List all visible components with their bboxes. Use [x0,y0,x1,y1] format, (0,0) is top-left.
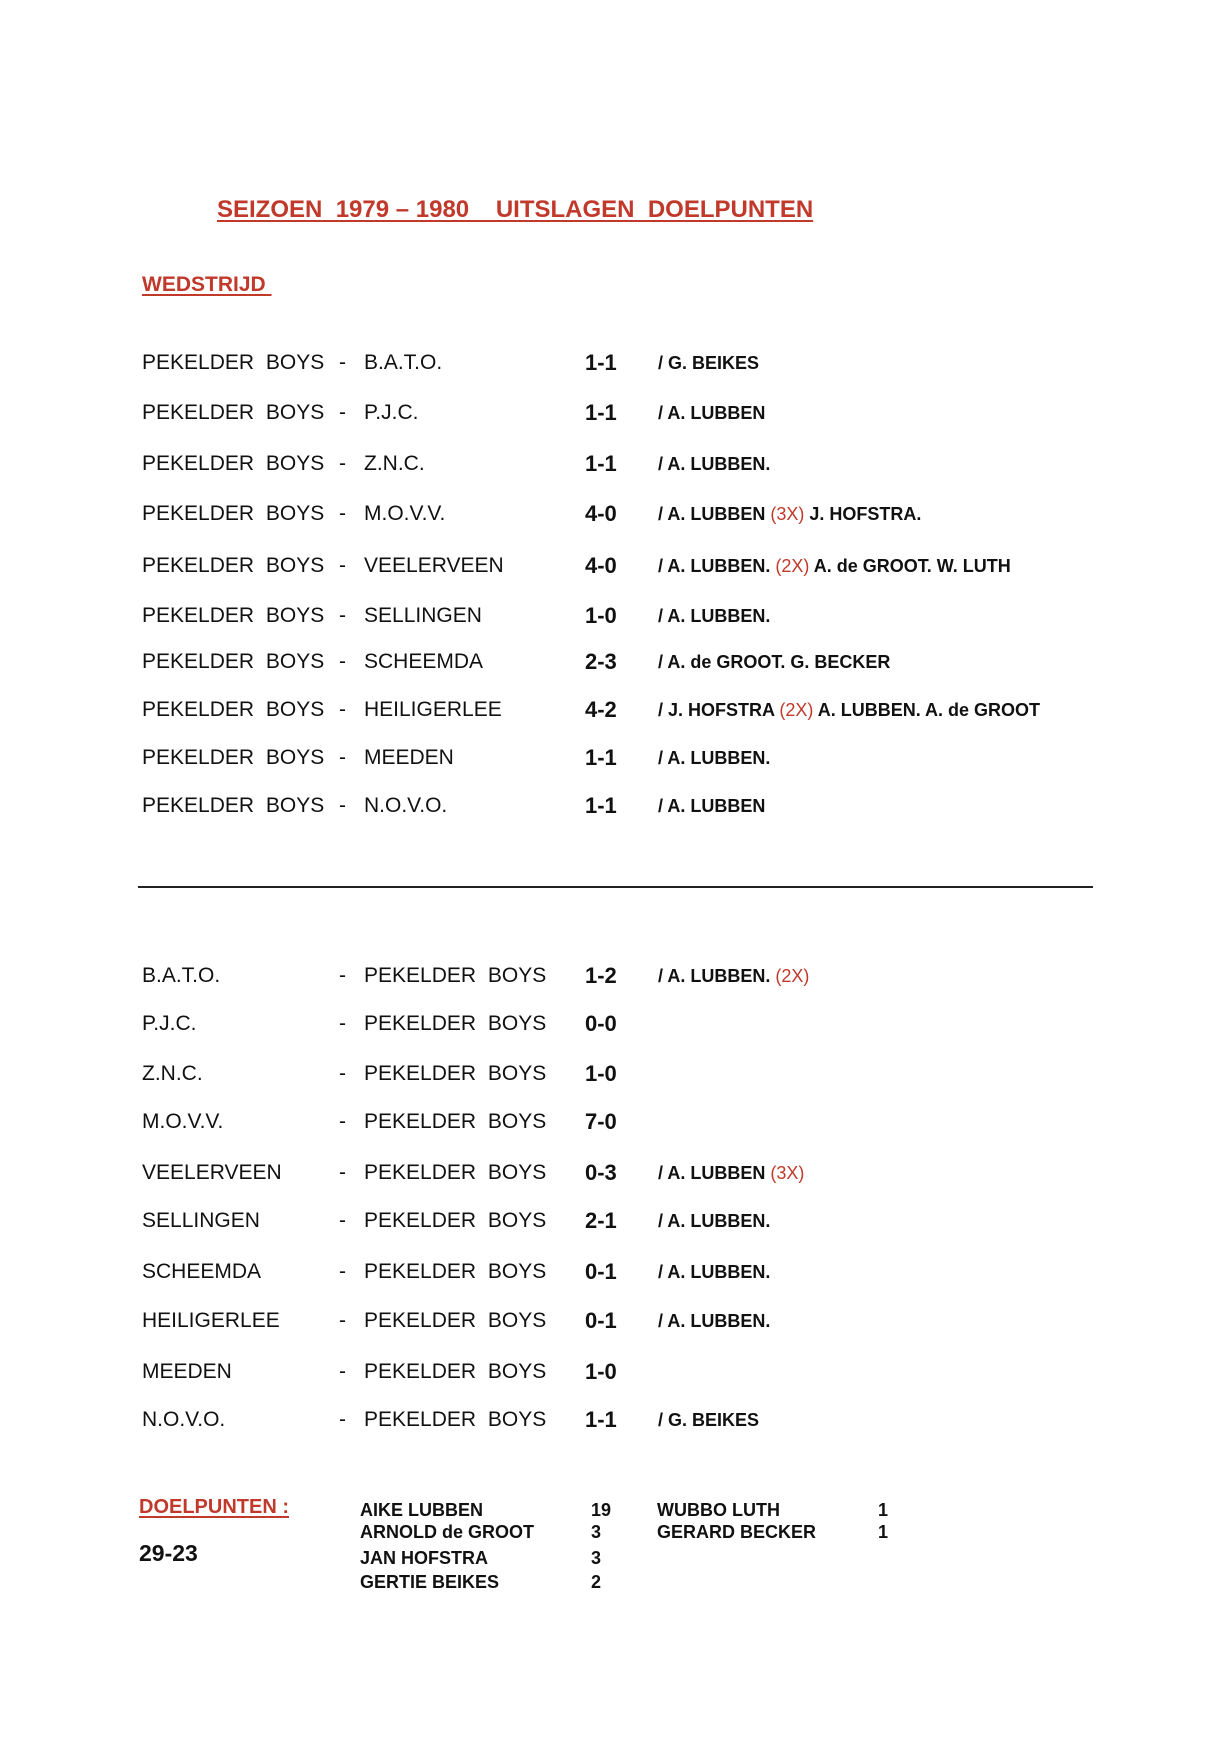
match-row [0,1059,1225,1089]
goals-total: 29-23 [139,1540,198,1566]
scorers-text: / A. LUBBEN [658,504,766,524]
match-away-team: PEKELDER BOYS [364,1110,547,1133]
match-home-team: PEKELDER BOYS [142,452,325,475]
match-dash: - [339,1309,346,1332]
match-scorers [658,398,765,428]
match-home-team: N.O.V.O. [142,1408,226,1431]
match-away-team: HEILIGERLEE [364,698,502,721]
match-dash: - [339,794,346,817]
match-dash: - [339,401,346,424]
scorer-name: WUBBO LUTH [657,1500,780,1520]
scorers-text-after: A. LUBBEN. A. de GROOT [817,700,1041,720]
match-home-team: VEELERVEEN [142,1161,282,1184]
match-score: 0-0 [585,1011,617,1036]
match-away-team: PEKELDER BOYS [364,1260,547,1283]
match-score: 0-1 [585,1259,617,1284]
match-away-team: N.O.V.O. [364,794,448,817]
match-dash: - [339,351,346,374]
match-home-team: P.J.C. [142,1012,197,1035]
match-score: 4-2 [585,697,617,722]
match-dash: - [339,746,346,769]
goal-multiplier: (3X) [770,1163,805,1183]
match-away-team: MEEDEN [364,746,454,769]
match-row [0,1405,1225,1435]
match-home-team: B.A.T.O. [142,964,221,987]
match-scorers [658,551,1011,581]
match-score: 7-0 [585,1109,617,1134]
match-home-team: PEKELDER BOYS [142,401,325,424]
match-scorers [658,348,759,378]
match-score: 0-3 [585,1160,617,1185]
scorers-text: / A. LUBBEN. [658,748,771,768]
match-score: 2-3 [585,649,617,674]
match-score: 1-0 [585,603,617,628]
match-score: 1-0 [585,1061,617,1086]
match-score: 4-0 [585,553,617,578]
match-away-team: M.O.V.V. [364,502,446,525]
match-row [0,499,1225,529]
match-row [0,1009,1225,1039]
goal-multiplier: (3X) [770,504,805,524]
section-divider [138,886,1093,888]
match-away-team: PEKELDER BOYS [364,1012,547,1035]
match-away-team: PEKELDER BOYS [364,1209,547,1232]
match-score: 2-1 [585,1208,617,1233]
goal-multiplier: (2X) [775,556,810,576]
scorers-text: / A. LUBBEN. [658,606,771,626]
match-dash: - [339,1062,346,1085]
match-away-team: PEKELDER BOYS [364,1062,547,1085]
match-scorers [658,791,765,821]
match-away-team: VEELERVEEN [364,554,504,577]
match-row [0,1107,1225,1137]
match-row [0,1206,1225,1236]
match-dash: - [339,698,346,721]
match-home-team: PEKELDER BOYS [142,746,325,769]
match-score: 1-1 [585,1407,617,1432]
section-label-wedstrijd: WEDSTRIJD [142,273,272,296]
match-score: 4-0 [585,501,617,526]
match-dash: - [339,1360,346,1383]
match-dash: - [339,554,346,577]
scorers-text: / A. LUBBEN. [658,454,771,474]
match-row [0,743,1225,773]
match-scorers [658,695,1040,725]
scorer-goals: 3 [591,1522,602,1542]
scorers-text: / A. de GROOT. G. BECKER [658,652,891,672]
scorer-goals: 3 [591,1548,602,1568]
match-away-team: P.J.C. [364,401,419,424]
match-scorers [658,499,921,529]
scorers-text: / A. LUBBEN [658,1163,766,1183]
match-scorers [658,1405,759,1435]
match-row [0,551,1225,581]
match-dash: - [339,452,346,475]
match-row [0,398,1225,428]
match-home-team: PEKELDER BOYS [142,502,325,525]
match-home-team: M.O.V.V. [142,1110,224,1133]
goal-multiplier: (2X) [779,700,814,720]
match-score: 1-1 [585,745,617,770]
scorers-text-after: J. HOFSTRA. [809,504,922,524]
scorers-text: / G. BEIKES [658,353,760,373]
goal-multiplier: (2X) [775,966,810,986]
match-home-team: MEEDEN [142,1360,232,1383]
scorers-text: / G. BEIKES [658,1410,760,1430]
scorer-name: GERTIE BEIKES [360,1572,500,1592]
match-score: 1-1 [585,451,617,476]
scorers-text: / A. LUBBEN. [658,556,771,576]
match-home-team: SCHEEMDA [142,1260,262,1283]
scorers-text: / A. LUBBEN [658,403,766,423]
scorer-name: AIKE LUBBEN [360,1500,484,1520]
match-home-team: PEKELDER BOYS [142,698,325,721]
match-away-team: PEKELDER BOYS [364,1408,547,1431]
scorer-name: ARNOLD de GROOT [360,1522,534,1542]
match-home-team: SELLINGEN [142,1209,260,1232]
match-away-team: PEKELDER BOYS [364,964,547,987]
match-dash: - [339,502,346,525]
match-score: 1-1 [585,350,617,375]
match-scorers [658,1306,770,1336]
match-scorers [658,647,890,677]
match-away-team: Z.N.C. [364,452,425,475]
match-dash: - [339,1260,346,1283]
match-away-team: PEKELDER BOYS [364,1360,547,1383]
match-row [0,695,1225,725]
match-row [0,791,1225,821]
scorers-text: / A. LUBBEN. [658,966,771,986]
match-away-team: PEKELDER BOYS [364,1161,547,1184]
scorer-name: JAN HOFSTRA [360,1548,489,1568]
scorer-name: GERARD BECKER [657,1522,817,1542]
match-row [0,647,1225,677]
match-home-team: PEKELDER BOYS [142,650,325,673]
match-home-team: PEKELDER BOYS [142,554,325,577]
match-row [0,449,1225,479]
scorer-goals: 2 [591,1572,602,1592]
match-score: 0-1 [585,1308,617,1333]
scorers-text-after: A. de GROOT. W. LUTH [813,556,1011,576]
match-row [0,961,1225,991]
match-score: 1-1 [585,793,617,818]
match-dash: - [339,964,346,987]
match-scorers [658,743,770,773]
match-away-team: SCHEEMDA [364,650,484,673]
match-dash: - [339,1408,346,1431]
match-away-team: SELLINGEN [364,604,482,627]
page-title: SEIZOEN 1979 – 1980 UITSLAGEN DOELPUNTEN [217,196,814,223]
match-dash: - [339,1012,346,1035]
match-home-team: Z.N.C. [142,1062,203,1085]
match-scorers [658,961,809,991]
match-away-team: B.A.T.O. [364,351,443,374]
scorer-goals: 19 [591,1500,612,1520]
match-dash: - [339,604,346,627]
scorers-text: / A. LUBBEN. [658,1211,771,1231]
scorer-goals: 1 [878,1522,889,1542]
match-away-team: PEKELDER BOYS [364,1309,547,1332]
match-score: 1-0 [585,1359,617,1384]
match-score: 1-2 [585,963,617,988]
match-scorers [658,449,770,479]
match-row [0,1306,1225,1336]
match-dash: - [339,1110,346,1133]
scorers-text: / A. LUBBEN [658,796,766,816]
match-row [0,348,1225,378]
match-scorers [658,1257,770,1287]
match-row [0,601,1225,631]
scorers-text: / J. HOFSTRA [658,700,775,720]
scorers-text: / A. LUBBEN. [658,1311,771,1331]
match-row [0,1158,1225,1188]
match-dash: - [339,1209,346,1232]
match-row [0,1257,1225,1287]
scorers-text: / A. LUBBEN. [658,1262,771,1282]
match-scorers [658,1158,804,1188]
match-scorers [658,601,770,631]
match-home-team: PEKELDER BOYS [142,351,325,374]
match-scorers [658,1206,770,1236]
scorer-goals: 1 [878,1500,889,1520]
match-dash: - [339,1161,346,1184]
match-home-team: PEKELDER BOYS [142,794,325,817]
match-home-team: HEILIGERLEE [142,1309,280,1332]
match-score: 1-1 [585,400,617,425]
match-dash: - [339,650,346,673]
match-row [0,1357,1225,1387]
match-home-team: PEKELDER BOYS [142,604,325,627]
goals-label: DOELPUNTEN : [139,1496,289,1518]
